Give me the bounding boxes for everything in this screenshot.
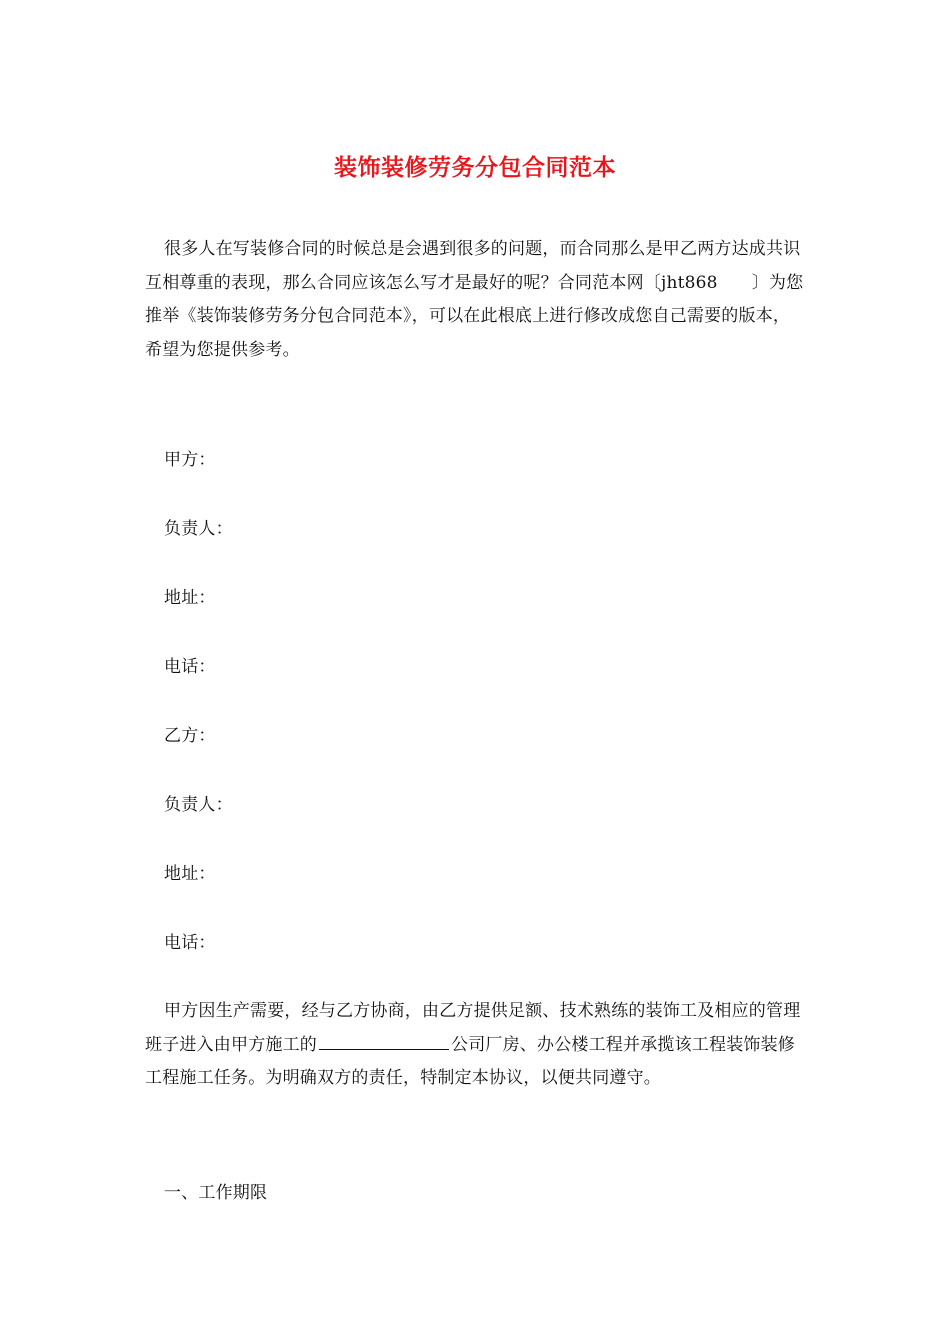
party-b-person: 负责人： (164, 795, 233, 815)
intro-text-start: 很多人在写装修合同的时候总是会遇到很多的问题，而合同那么是甲乙两方达成共识互相尊重的表现，那么合同应该怎么写才是最好的呢？合同范本网〔jht868 (145, 239, 801, 293)
document-title: 装饰装修劳务分包合同范本 (334, 154, 616, 181)
party-a-person: 负责人： (164, 519, 233, 539)
intro-paragraph (145, 233, 805, 367)
party-a-address: 地址： (164, 588, 216, 608)
company-name-blank (319, 1033, 449, 1050)
body-text-start: 甲方因生产需要，经与乙方协商，由乙方提供足额、技术熟练的装饰工及相应的管理班子进入由甲方施工的 (145, 1001, 801, 1055)
party-a-phone: 电话： (164, 657, 216, 677)
body-text-end: 公司厂房、办公楼工程并承揽该工程装饰装修工程施工任务。为明确双方的责任，特制定本协议，以便共同遵守。 (145, 1034, 795, 1088)
party-a-label: 甲方： (164, 450, 216, 470)
body-paragraph (145, 995, 805, 1096)
intro-text-end: 〕为您推举《装饰装修劳务分包合同范本》，可以在此根底上进行修改成您自己需要的版本，希望为您提供参考。 (145, 272, 804, 360)
party-b-address: 地址： (164, 864, 216, 884)
party-b-phone: 电话： (164, 933, 216, 953)
section-heading-work-period: 一、工作期限 (164, 1183, 268, 1203)
party-b-label: 乙方： (164, 726, 216, 746)
